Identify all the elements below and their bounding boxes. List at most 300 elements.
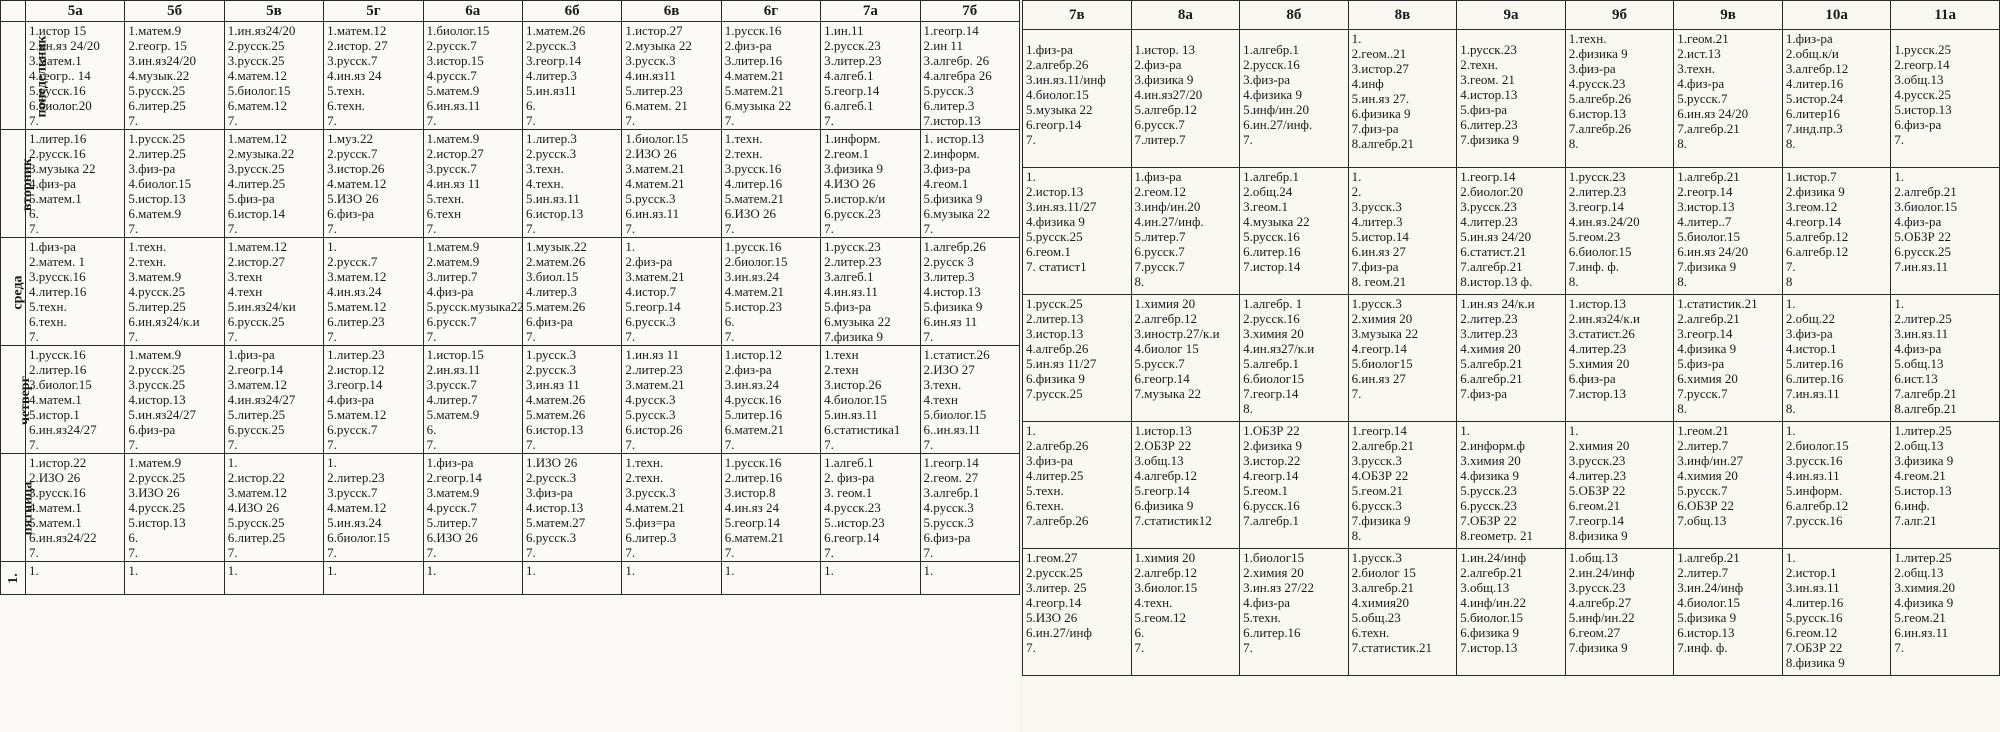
day-row [1023, 295, 2000, 422]
lesson-entry: 8 [1785, 274, 1793, 289]
lesson-entry: 8. [1568, 136, 1579, 151]
lesson-entry: 6.матем.9 [128, 206, 182, 221]
lesson-entry: 2.ИЗО 26 [625, 146, 677, 161]
schedule-cell [324, 454, 423, 562]
lesson-entry: 5.матем.26 [525, 407, 586, 422]
lesson-entry: 5.матем.9 [426, 407, 480, 422]
lesson-entry: 7.инд.пр.3 [1785, 121, 1843, 136]
lesson-entry: 4.биолог.15 [128, 176, 192, 191]
schedule-cell [26, 454, 125, 562]
lesson-entry: 4.химия20 [1351, 595, 1410, 610]
lesson-entry: 6.алгеб.1 [824, 98, 874, 113]
schedule-cell [1457, 422, 1566, 549]
lesson-entry: 1. [1568, 423, 1579, 438]
lesson-entry: 2.информ.ф [1460, 438, 1525, 453]
lesson-entry: 2.общ.24 [1243, 184, 1293, 199]
class-header: 9б [1565, 1, 1674, 30]
lesson-entry: 3.ин.яз.11 [1785, 580, 1840, 595]
lesson-entry: 2.русск.3 [525, 38, 577, 53]
schedule-cell [125, 346, 224, 454]
lesson-entry: 7.физика 9 [1351, 513, 1411, 528]
lesson-entry: 7. [426, 113, 437, 128]
schedule-cell [721, 454, 820, 562]
lesson-entry: 6.алгебр.21 [1460, 371, 1523, 386]
lesson-entry: 7. [724, 545, 735, 560]
lesson-entry: 4.русск.16 [724, 392, 782, 407]
lesson-entry: 3.литер. 25 [1026, 580, 1087, 595]
lesson-entry: 2.физ-ра [625, 254, 673, 269]
lesson-entry: 8. [1243, 401, 1253, 416]
lesson-entry: 3.физ-ра [1026, 453, 1073, 468]
lesson-entry: 7. [1243, 132, 1253, 147]
lesson-entry: 4.матем.12 [227, 68, 288, 83]
lesson-entry: 5.матем.27 [525, 515, 586, 530]
lesson-entry: 5.русск.23 [1460, 483, 1517, 498]
lesson-entry: 6.геогр.14 [1026, 117, 1082, 132]
lesson-entry: 4.физика 9 [1026, 214, 1085, 229]
lesson-entry: 1.информ. [824, 131, 881, 146]
lesson-entry: 3.истор.26 [327, 161, 385, 176]
lesson-entry: 2.ИЗО 26 [29, 470, 81, 485]
lesson-entry: 7. [625, 437, 636, 452]
lesson-entry: 1.техн. [128, 239, 167, 254]
lesson-entry: 1.русск.25 [1026, 296, 1083, 311]
lesson-entry: 2.алгебр.26 [1026, 57, 1089, 72]
lesson-entry: 4.литер..7 [1677, 214, 1732, 229]
schedule-cell [1674, 30, 1783, 168]
lesson-entry: 4.ин.яз.24/20 [1568, 214, 1640, 229]
lesson-entry: 7. [426, 545, 437, 560]
day-label: вторник [19, 157, 35, 211]
lesson-entry: 1.русск.16 [724, 455, 782, 470]
lesson-entry: 4.геогр.14 [1026, 595, 1082, 610]
lesson-entry: 4.русск.23 [824, 500, 881, 515]
lesson-entry: 7.алгебр.21 [1460, 259, 1523, 274]
lesson-entry: 1.русск.3 [1351, 550, 1402, 565]
lesson-entry: 2. [1351, 184, 1362, 199]
lesson-entry: 3.геогр.14 [1677, 326, 1733, 341]
lesson-entry: 5.матем.26 [525, 299, 586, 314]
lesson-entry: 1.матем.9 [128, 347, 182, 362]
lesson-entry: 5.ИЗО 26 [1026, 610, 1078, 625]
lesson-entry: 2.матем. 1 [29, 254, 85, 269]
lesson-entry: 1.литер.16 [29, 131, 87, 146]
lesson-entry: 6.статистика1 [824, 422, 901, 437]
lesson-entry: 5.ин.яз 24/20 [1460, 229, 1532, 244]
lesson-entry: 4.геогр.14 [1785, 214, 1842, 229]
lesson-entry: 1.техн. [724, 131, 763, 146]
lesson-entry: 3.геогр.14 [1568, 199, 1624, 214]
lesson-entry: 4.матем.21 [625, 176, 685, 191]
schedule-cell [821, 454, 920, 562]
lesson-entry: 1.ин.яз 11 [625, 347, 680, 362]
lesson-entry: 2.русск.23 [824, 38, 881, 53]
lesson-entry: 5.геом.21 [1894, 610, 1946, 625]
lesson-entry: 1. [327, 563, 337, 578]
lesson-entry: 3.химия 20 [1243, 326, 1304, 341]
schedule-cell [423, 130, 522, 238]
schedule-cell [1240, 549, 1349, 676]
lesson-entry: 2.литер.23 [1460, 311, 1518, 326]
lesson-entry: 1.матем.9 [128, 455, 182, 470]
lesson-entry: 1.музык.22 [525, 239, 587, 254]
lesson-entry: 2.ист.13 [1677, 46, 1721, 61]
lesson-entry: 6.матем. 21 [625, 98, 688, 113]
lesson-entry: 3.литер.23 [1460, 326, 1518, 341]
lesson-entry: 4.физика 9 [1677, 341, 1737, 356]
lesson-entry: 7. [525, 329, 536, 344]
lesson-entry: 2.алгебр.21 [1351, 438, 1415, 453]
lesson-entry: 3.русск.3 [625, 53, 676, 68]
lesson-entry: 3.ин.яз.11/27 [1026, 199, 1097, 214]
lesson-entry: 6.музыка 22 [724, 98, 792, 113]
lesson-entry: 4.техн [227, 284, 263, 299]
lesson-entry: 7. [327, 329, 337, 344]
lesson-entry: 4.ИЗО 26 [227, 500, 280, 515]
lesson-entry: 8. [1677, 274, 1688, 289]
lesson-entry: 6.русск.23 [1460, 498, 1517, 513]
lesson-entry: 7. [824, 221, 834, 236]
day-row [1, 238, 1020, 346]
lesson-entry: 3.геогр.14 [327, 377, 383, 392]
lesson-entry: 1. [1351, 169, 1362, 184]
lesson-entry: 1.геом.21 [1677, 423, 1729, 438]
lesson-entry: 6.ин.яз 11 [923, 314, 978, 329]
lesson-entry: 6.русск.3 [1351, 498, 1402, 513]
lesson-entry: 4.ОБЗР 22 [1351, 468, 1409, 483]
schedule-cell [821, 238, 920, 346]
lesson-entry: 7. [327, 113, 337, 128]
schedule-cell [522, 130, 621, 238]
lesson-entry: 7.общ.13 [1677, 513, 1727, 528]
lesson-entry: 7.физ-ра [1351, 121, 1399, 136]
lesson-entry: 7.алгебр.1 [1243, 513, 1300, 528]
schedule-cell [622, 454, 721, 562]
schedule-cell [522, 454, 621, 562]
lesson-entry: 6.литер.16 [1785, 371, 1844, 386]
lesson-entry: 2. физ-ра [824, 470, 875, 485]
lesson-entry: 1.истор 15 [29, 23, 87, 38]
lesson-entry: 7. [724, 221, 735, 236]
lesson-entry: 1.матем.9 [128, 23, 182, 38]
lesson-entry: 3.алгебр. 26 [923, 53, 990, 68]
lesson-entry: 3.матем.21 [625, 161, 685, 176]
lesson-entry: 5.инф/ин.22 [1568, 610, 1635, 625]
lesson-entry: 1. [128, 563, 139, 578]
lesson-entry: 3.алгебр.1 [923, 485, 980, 500]
lesson-entry: 4.матем.21 [724, 284, 784, 299]
lesson-entry: 6.биолог.20 [29, 98, 92, 113]
lesson-entry: 5.алгебр.1 [1243, 356, 1300, 371]
lesson-entry: 7.алгебр.26 [1568, 121, 1632, 136]
lesson-entry: 4.ин.яз24/27 [227, 392, 296, 407]
lesson-entry: 3.ин.яз24/20 [128, 53, 197, 68]
lesson-entry: 2.истор.27 [227, 254, 286, 269]
lesson-entry: 5.русск.16 [1243, 229, 1300, 244]
lesson-entry: 7. [128, 437, 139, 452]
lesson-entry: 5.техн. [1026, 483, 1064, 498]
lesson-entry: 5.истор.13 [1894, 483, 1952, 498]
lesson-entry: 6.алгебр.12 [1785, 244, 1849, 259]
lesson-entry: 6.геом.1 [1026, 244, 1071, 259]
lesson-entry: 5.физика 9 [1677, 610, 1737, 625]
lesson-entry: 4.алгебра 26 [923, 68, 992, 83]
lesson-entry: 3.биолог.15 [29, 377, 92, 392]
lesson-entry: 5.литер.7 [1134, 229, 1186, 244]
lesson-entry: 7. [625, 221, 636, 236]
lesson-entry: 5.матем.12 [327, 407, 387, 422]
lesson-entry: 5.русск.7 [1134, 356, 1185, 371]
lesson-entry: 3.иностр.27/к.и [1134, 326, 1220, 341]
right-schedule-table [1022, 0, 2000, 676]
lesson-entry: 2.ин.24/инф [1568, 565, 1635, 580]
lesson-entry: 2.литер.23 [824, 254, 882, 269]
lesson-entry: 5.истор.23 [724, 299, 782, 314]
lesson-entry: 2.алгебр.21 [1677, 311, 1740, 326]
lesson-entry: 6.русск.25 [227, 314, 285, 329]
lesson-entry: 1.истор.13 [1134, 423, 1192, 438]
lesson-entry: 3.техн. [1677, 61, 1716, 76]
class-header: 7б [920, 1, 1019, 22]
lesson-entry: 5.химия 20 [1568, 356, 1630, 371]
lesson-entry: 1.матем.12 [227, 239, 288, 254]
lesson-entry: 7. [327, 437, 337, 452]
lesson-entry: 5.геогр.14 [1134, 483, 1190, 498]
lesson-entry: 6.инф. [1894, 498, 1930, 513]
schedule-cell [125, 130, 224, 238]
lesson-entry: 1.физ-ра [1785, 31, 1833, 46]
lesson-entry: 1.русск.25 [128, 131, 186, 146]
lesson-entry: 4.алгебр.26 [1026, 341, 1089, 356]
lesson-entry: 6.матем.12 [227, 98, 288, 113]
lesson-entry: 2.алгебр.12 [1134, 311, 1197, 326]
schedule-cell [1782, 549, 1891, 676]
lesson-entry: 2.русск.3 [525, 362, 577, 377]
lesson-entry: 3.литер.23 [824, 53, 882, 68]
lesson-entry: 3.литер.7 [426, 269, 478, 284]
lesson-entry: 7. [29, 113, 39, 128]
lesson-entry: 5.информ. [1785, 483, 1843, 498]
lesson-entry: 2.биолог.15 [724, 254, 788, 269]
lesson-entry: 4.физ-ра [327, 392, 375, 407]
day-label-cell [1, 22, 50, 130]
lesson-entry: 6.алгебр.12 [1785, 498, 1849, 513]
lesson-entry: 4.матем.12 [327, 176, 387, 191]
schedule-cell [26, 562, 125, 595]
lesson-entry: 8.геометр. 21 [1460, 528, 1533, 543]
lesson-entry: 6.истор.26 [625, 422, 683, 437]
lesson-entry: 6.ИЗО 26 [426, 530, 478, 545]
schedule-cell [1348, 30, 1457, 168]
lesson-entry: 6. [426, 422, 437, 437]
lesson-entry: 6.ин.яз 24/20 [1677, 106, 1749, 121]
lesson-entry: 5.техн. [29, 299, 67, 314]
lesson-entry: 5.русск.16 [1785, 610, 1843, 625]
lesson-entry: 6.физика 9 [1460, 625, 1520, 640]
lesson-entry: 1.литер.23 [327, 347, 385, 362]
lesson-entry: 3.матем.12 [227, 485, 288, 500]
schedule-cell [224, 562, 323, 595]
lesson-entry: 6.ин.яз 24/20 [1677, 244, 1749, 259]
lesson-entry: 7. [525, 113, 536, 128]
lesson-entry: 4.физика 9 [1243, 87, 1302, 102]
lesson-entry: 5.геом.23 [1568, 229, 1621, 244]
schedule-cell [324, 22, 423, 130]
lesson-entry: 4.русск.3 [625, 392, 676, 407]
lesson-entry: 5.физ=ра [625, 515, 676, 530]
lesson-entry: 2.биолог 15 [1351, 565, 1416, 580]
lesson-entry: 7. [327, 221, 337, 236]
lesson-entry: 7.истор.13 [1460, 640, 1518, 655]
lesson-entry: 1. [1351, 31, 1362, 46]
lesson-entry: 5.физ-ра [227, 191, 275, 206]
lesson-entry: 6.физ-ра [327, 206, 375, 221]
lesson-entry: 4.техн [923, 392, 959, 407]
lesson-entry: 6.физика 9 [1134, 498, 1194, 513]
class-header: 11а [1891, 1, 2000, 30]
lesson-entry: 7. [227, 329, 238, 344]
lesson-entry: 7. [128, 545, 139, 560]
schedule-cell [1891, 422, 2000, 549]
lesson-entry: 5.русск.музыка22 [426, 299, 524, 314]
schedule-cell [1023, 295, 1132, 422]
lesson-entry: 4.русск.25 [1894, 87, 1952, 102]
lesson-entry: 7.физика 9 [824, 329, 883, 344]
lesson-entry: 6.русск.3 [525, 530, 577, 545]
lesson-entry: 3.истор.26 [824, 377, 882, 392]
day-label: четверг [17, 375, 33, 425]
lesson-entry: 6.литер.25 [128, 98, 186, 113]
schedule-cell [1891, 168, 2000, 295]
lesson-entry: 6.физика 9 [1351, 106, 1411, 121]
lesson-entry: 1. [327, 239, 337, 254]
lesson-entry: 7. [1134, 640, 1145, 655]
lesson-entry: 1.техн. [625, 455, 664, 470]
lesson-entry: 3.русск.3 [1351, 199, 1402, 214]
day-row [1023, 30, 2000, 168]
schedule-cell [1891, 295, 2000, 422]
lesson-entry: 6. [1134, 625, 1145, 640]
schedule-cell [1348, 295, 1457, 422]
lesson-entry: 6..ин.яз.11 [923, 422, 981, 437]
lesson-entry: 1.русск.3 [1351, 296, 1402, 311]
lesson-entry: 6.физ-ра [1894, 117, 1942, 132]
lesson-entry: 1. истор.13 [923, 131, 985, 146]
class-header: 6в [622, 1, 721, 22]
class-header: 8в [1348, 1, 1457, 30]
lesson-entry: 5.ин.яз11 [525, 83, 577, 98]
schedule-cell [224, 238, 323, 346]
lesson-entry: 6.биолог.15 [327, 530, 390, 545]
lesson-entry: 1.алгебр. 1 [1243, 296, 1303, 311]
lesson-entry: 6.физика 9 [1026, 371, 1085, 386]
lesson-entry: 5.ин.яз.24 [327, 515, 382, 530]
schedule-cell [1674, 549, 1783, 676]
lesson-entry: 7. [625, 545, 636, 560]
lesson-entry: 5.ин.яз 27. [1351, 91, 1410, 106]
lesson-entry: 8. геом.21 [1351, 274, 1407, 289]
lesson-entry: 1.русск.3 [525, 347, 577, 362]
lesson-entry: 3.русск.25 [227, 161, 285, 176]
lesson-entry: 5.ин.яз 11/27 [1026, 356, 1097, 371]
schedule-cell [1565, 422, 1674, 549]
lesson-entry: 3.физика 9 [1134, 72, 1194, 87]
lesson-entry: 6.истор.14 [227, 206, 286, 221]
day-row [1, 346, 1020, 454]
lesson-entry: 4.биолог 15 [1134, 341, 1199, 356]
lesson-entry: 7.ОБЗР 22 [1785, 640, 1843, 655]
lesson-entry: 3.биолог.15 [1134, 580, 1198, 595]
lesson-entry: 6.музыка 22 [824, 314, 891, 329]
lesson-entry: 2.ИЗО 27 [923, 362, 975, 377]
lesson-entry: 2.литер.23 [327, 470, 385, 485]
lesson-entry: 4.литер.23 [1568, 468, 1627, 483]
lesson-entry: 4.ин.яз.24 [327, 284, 382, 299]
day-row [1023, 168, 2000, 295]
lesson-entry: 5.истор.13 [128, 515, 186, 530]
lesson-entry: 2.техн. [724, 146, 763, 161]
lesson-entry: 4.геогр.14 [1351, 341, 1407, 356]
lesson-entry: 7. [525, 221, 536, 236]
lesson-entry: 3.матем.1 [29, 53, 82, 68]
lesson-entry: 3.химия.20 [1894, 580, 1955, 595]
lesson-entry: 6. [29, 206, 39, 221]
lesson-entry: 4.химия 20 [1460, 341, 1521, 356]
lesson-entry: 1. [1785, 423, 1796, 438]
lesson-entry: 5.алгебр.12 [1134, 102, 1197, 117]
lesson-entry: 4.техн. [525, 176, 564, 191]
lesson-entry: 6.истор.13 [1568, 106, 1626, 121]
lesson-entry: 3.алгебр.21 [1351, 580, 1415, 595]
lesson-entry: 1.алгебр.21 [1677, 169, 1740, 184]
lesson-entry: 4.литер.25 [1026, 468, 1084, 483]
lesson-entry: 3.биолог.15 [1894, 199, 1958, 214]
lesson-entry: 7. [426, 329, 437, 344]
lesson-entry: 5.матем.21 [724, 83, 784, 98]
lesson-entry: 4.русск.7 [426, 68, 477, 83]
lesson-entry: 3.физика 9 [1894, 453, 1954, 468]
lesson-entry: 5.техн. [426, 191, 465, 206]
lesson-entry: 7. [29, 437, 39, 452]
schedule-cell [1565, 549, 1674, 676]
lesson-entry: 5.геогр.14 [724, 515, 780, 530]
lesson-entry: 1. [724, 563, 735, 578]
lesson-entry: 4.литер.16 [1785, 595, 1844, 610]
lesson-entry: 8. [1351, 528, 1362, 543]
lesson-entry: 7.ин.яз.11 [1785, 386, 1840, 401]
lesson-entry: 1. [625, 239, 636, 254]
next-day-row [1, 562, 1020, 595]
lesson-entry: 4.геогр.. 14 [29, 68, 91, 83]
lesson-entry: 2.геом. 27 [923, 470, 979, 485]
lesson-entry: 3.истор.8 [724, 485, 776, 500]
lesson-entry: 1.геогр.14 [923, 455, 979, 470]
lesson-entry: 4.русск.25 [128, 500, 186, 515]
lesson-entry: 2.ин.яз.11 [426, 362, 481, 377]
lesson-entry: 3.русск.3 [625, 485, 676, 500]
lesson-entry: 5.биолог.15 [923, 407, 987, 422]
lesson-entry: 7. [327, 545, 337, 560]
lesson-entry: 7.геогр.14 [1243, 386, 1299, 401]
lesson-entry: 3.русск.7 [426, 161, 477, 176]
lesson-entry: 5.ОБЗР 22 [1568, 483, 1626, 498]
lesson-entry: 3.химия 20 [1460, 453, 1521, 468]
lesson-entry: 4.физ-ра [1243, 595, 1290, 610]
lesson-entry: 2.биолог.15 [1785, 438, 1849, 453]
lesson-entry: 4.русск.3 [923, 500, 974, 515]
lesson-entry: 4.литер.23 [1460, 214, 1518, 229]
lesson-entry: 4.ин.яз27/к.и [1243, 341, 1315, 356]
